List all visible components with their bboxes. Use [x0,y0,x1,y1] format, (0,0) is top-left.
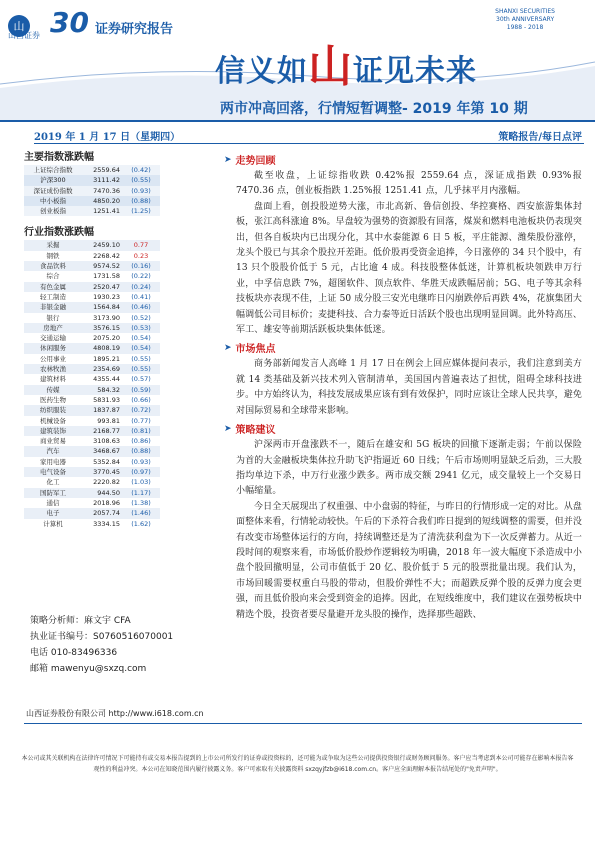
index-name: 深证成份指数 [24,186,82,196]
industry-change: (1.03) [131,478,151,487]
section-heading [224,152,582,167]
section-heading-text: 市场焦点 [235,344,276,356]
industry-name: 休闲服务 [24,343,82,353]
industry-value: 993.81 [97,416,120,425]
logo-text: 山西证券 [8,31,40,40]
industry-value: 2075.20 [93,334,120,343]
index-change: (0.55) [122,175,160,185]
table-row [24,477,160,487]
table-row [24,196,160,206]
report-category: 策略报告/每日点评 [498,132,582,143]
slogan: 信义如山证见未来 [215,41,477,92]
analyst-phone: 电话 010-83496336 [30,648,118,658]
industry-name: 交通运输 [40,334,66,343]
industry-value: 3576.15 [82,323,122,333]
industry-value: 2520.47 [82,282,122,292]
anniversary-en: SHANXI SECURITIES 30th ANNIVERSARY 1988 - 2018 [495,8,555,31]
table-row [24,457,160,467]
index-value: 1251.41 [82,206,122,216]
industry-value: 1895.21 [93,354,120,363]
company-website[interactable]: 山西证券股份有限公司 http://www.i618.com.cn [26,709,204,718]
industry-change: (0.52) [131,313,151,322]
report-date: 2019 年 1 月 17 日（星期四） [34,132,181,143]
index-name: 上证综合指数 [24,165,82,175]
analyst-cert: 执业证书编号：S0760516070001 [30,632,174,642]
industry-value: 2354.69 [82,364,122,374]
anniversary-mark: 30 [50,6,89,39]
logo-mark-icon: 山 [8,15,30,37]
table-row [24,426,160,436]
section-heading [224,340,582,355]
index-value: 3111.42 [82,175,122,185]
industry-value: 9574.52 [82,261,122,271]
header-banner [0,0,595,94]
industry-change: 0.23 [133,251,149,260]
industry-name: 综合 [46,272,60,281]
industry-value: 4355.44 [93,375,120,384]
arrow-icon: ➤ [224,342,232,353]
table-row [24,446,160,456]
index-value: 4850.20 [82,196,122,206]
table-row [24,436,160,446]
section-heading-text: 策略建议 [235,425,276,437]
index-change: (0.88) [122,196,160,206]
industry-name: 建筑材料 [40,375,66,384]
industry-change: (0.24) [122,282,160,292]
industry-name: 房地产 [24,323,82,333]
table-row [24,313,160,323]
table-row [24,395,160,405]
industry-section-title: 行业指数涨跌幅 [24,227,94,239]
paragraph: 盘面上看，创投股逆势大涨，市北高新、鲁信创投、华控赛格、西安旅游集体封板，张江高科涨逾 8%。早盘较为强势的资源股有回落，煤炭和燃料电池板块仍表现突出，但各自板块内已出现分化，其中水泰能源 6 日 5 板，平庄能源、潍柴股份涨停，龙头个股已与其余个股拉开差距。低价股再受资金追捧，今日涨停的 34 只个股中，有 13 只个股股价低于 5 元，占比逾 4 成。科技股整体低迷，计算机板块领跌申万行业，中孚信息跌 7%，超图软件、顶点软件、华胜天成跌幅居前；5G、电子等其余科技板块亦表现不佳，上证 50 成分股三安光电继昨日闪崩跌停后再跌 4%，花旗集团大幅调低公司目标价；麦捷科技、合力泰等近日活跃个股也出现明显回调。此外特高压、军工、雄安等前期活跃板块集体低迷。 [236,201,582,336]
industry-name: 非银金融 [24,302,82,312]
industry-change: (0.54) [122,343,160,353]
industry-change: (1.38) [131,498,151,507]
industry-name: 纺织服装 [24,405,82,415]
industry-change: (0.53) [122,323,160,333]
industry-name: 家用电器 [40,457,66,466]
table-row [24,261,160,271]
index-change: (1.25) [122,206,160,216]
industry-change: (0.55) [131,354,151,363]
industry-name: 银行 [46,313,60,322]
sidebar [24,148,164,529]
industry-table [24,240,160,528]
industry-change: (1.62) [131,519,151,528]
industry-value: 2057.74 [82,508,122,518]
table-row [24,354,160,364]
industry-name: 电子 [24,508,82,518]
report-title-bar [0,94,595,122]
report-type-label: 证券研究报告 [95,22,174,37]
analyst-email[interactable]: 邮箱 mawenyu@sxzq.com [30,664,147,674]
table-row [24,292,160,302]
section-heading [224,421,582,436]
index-table [24,165,160,216]
industry-name: 计算机 [43,519,63,528]
industry-value: 4808.19 [82,343,122,353]
industry-value: 3334.15 [93,519,120,528]
table-row [24,385,160,395]
industry-value: 1930.23 [93,292,120,301]
industry-value: 5352.84 [93,457,120,466]
table-row [24,240,160,250]
index-value: 2559.64 [82,165,122,175]
industry-value: 2220.82 [93,478,120,487]
industry-change: (0.97) [122,467,160,477]
industry-change: (0.54) [131,334,151,343]
analyst-name: 策略分析师：麻文宇 CFA [30,616,131,626]
date-row [34,128,584,144]
index-change: (0.42) [122,165,160,175]
table-row [24,206,160,216]
table-row [24,302,160,312]
industry-name: 汽车 [24,446,82,456]
industry-change: (0.59) [122,385,160,395]
table-row [24,364,160,374]
paragraph: 今日全天展现出了权重强、中小盘弱的特征，与昨日的行情形成一定的对比。从盘面整体来看，行情轮动较快。午后的下杀符合我们昨日提到的短线调整的需要，但并没有改变市场整体运行的方向，持续调整还是为了清洗获利盘为下一次反弹蓄力。从近一段时间的观察来看，市场低价股炒作逻辑较为明确，2018 年一波大幅度下杀造成中小盘个股回撤明显，公司市值低于 20 亿、股价低于 5 元的股票批量出现。我们认为，市场回暖需要权重白马股的带动，但股价弹性不大；而超跌反弹个股的反弹力度会更强，而且低价股向来会受到资金的追捧。因此，在短线维度中，我们建议在强势板块中精选个股，投资者要尽量避开龙头股的操作，选择那些超跌、 [236,501,582,620]
table-row [24,519,160,529]
industry-change: (0.16) [122,261,160,271]
table-row [24,416,160,426]
section-heading-text: 走势回顾 [235,156,276,167]
table-row [24,165,160,175]
industry-value: 2268.42 [93,251,120,260]
index-name: 沪深300 [24,175,82,185]
table-row [24,175,160,185]
industry-name: 农林牧渔 [24,364,82,374]
arrow-icon: ➤ [224,154,232,165]
industry-name: 电气设备 [24,467,82,477]
industry-name: 化工 [46,478,60,487]
paragraph: 商务部新闻发言人高峰 1 月 17 日在例会上回应媒体提问表示，我们注意到美方就 14 类基础及新兴技术列入管制清单，美国国内普遍表达了担忧，阻碍全球科技进步。中方始终认为，科技发展成果应该有到有效保护，同时应该让全球人民共享，避免对国际贸易和全球带来影响。 [236,359,582,416]
table-row [24,488,160,498]
industry-name: 国防军工 [24,488,82,498]
report-title: 两市冲高回落，行情短暂调整- 2019 年第 10 期 [220,101,528,117]
footer-divider [24,723,582,724]
table-row [24,282,160,292]
industry-name: 建筑装饰 [24,426,82,436]
table-row [24,186,160,196]
disclaimer: 本公司或其关联机构在法律许可情况下可能持有或交易本报告提到的上市公司所发行的证券或投资标的，还可能为或争取为这些公司提供投资银行或财务顾问服务。客户应当考虑到本公司可能存在影响本报告客观性的利益冲突。本公司在知晓范围内履行披露义务。客户可索取有关披露资料 sxzqyjfzb@i618.com.cn。客户应全面理解本报告结尾处的"免责声明"。 [21,755,574,773]
industry-value: 3468.67 [82,446,122,456]
industry-change: (0.55) [122,364,160,374]
paragraph: 沪深两市开盘涨跌不一，随后在雄安和 5G 板块的回撤下逐渐走弱；午前以保险为首的大金融板块集体拉升助飞沪指逼近 60 日线；午后市场则明显缺乏后劲，三大股指均单边下杀，中万行业涨少跌多。两市成交额 2941 亿元，成交量较上一个交易日小幅缩量。 [236,440,582,497]
industry-change: (0.72) [122,405,160,415]
industry-value: 2168.77 [82,426,122,436]
industry-change: (1.46) [122,508,160,518]
industry-change: (0.81) [122,426,160,436]
table-row [24,508,160,518]
industry-name: 机械设备 [40,416,66,425]
table-row [24,251,160,261]
index-name: 创业板指 [24,206,82,216]
table-row [24,271,160,281]
industry-name: 公用事业 [40,354,66,363]
index-section-title: 主要指数涨跌幅 [24,152,94,163]
industry-change: (0.57) [131,375,151,384]
index-value: 7470.36 [82,186,122,196]
industry-change: (0.41) [131,292,151,301]
industry-value: 1731.58 [93,272,120,281]
table-row [24,498,160,508]
industry-change: (1.17) [122,488,160,498]
industry-change: (0.46) [122,302,160,312]
index-name: 中小板指 [24,196,82,206]
industry-name: 医药生物 [40,395,66,404]
industry-change: (0.88) [122,446,160,456]
table-row [24,323,160,333]
industry-value: 2018.96 [93,498,120,507]
table-row [24,374,160,384]
industry-name: 通信 [46,498,60,507]
industry-value: 3173.90 [93,313,120,322]
industry-change: (0.22) [131,272,151,281]
table-row [24,343,160,353]
industry-value: 3770.45 [82,467,122,477]
table-row [24,333,160,343]
industry-name: 轻工制造 [40,292,66,301]
paragraph: 截至收盘，上证综指收跌 0.42%报 2559.64 点，深证成指跌 0.93%报 7470.36 点，创业板指跌 1.25%报 1251.41 点，几乎抹平月内涨幅。 [236,171,582,197]
main-content [224,150,582,623]
industry-change: (0.86) [131,437,151,446]
industry-name: 钢铁 [46,251,60,260]
industry-value: 3108.63 [93,437,120,446]
industry-value: 1837.87 [82,405,122,415]
industry-value: 944.50 [82,488,122,498]
industry-name: 采掘 [24,240,82,250]
analyst-info [30,613,173,677]
industry-name: 商业贸易 [40,437,66,446]
industry-change: (0.93) [131,457,151,466]
industry-change: (0.77) [131,416,151,425]
table-row [24,467,160,477]
industry-change: (0.66) [131,395,151,404]
industry-value: 1564.84 [82,302,122,312]
industry-change: 0.77 [122,240,160,250]
industry-name: 有色金属 [24,282,82,292]
index-change: (0.93) [122,186,160,196]
industry-value: 5831.93 [93,395,120,404]
industry-name: 传媒 [24,385,82,395]
industry-value: 2459.10 [82,240,122,250]
industry-value: 584.32 [82,385,122,395]
industry-name: 食品饮料 [24,261,82,271]
table-row [24,405,160,415]
arrow-icon: ➤ [224,423,232,434]
